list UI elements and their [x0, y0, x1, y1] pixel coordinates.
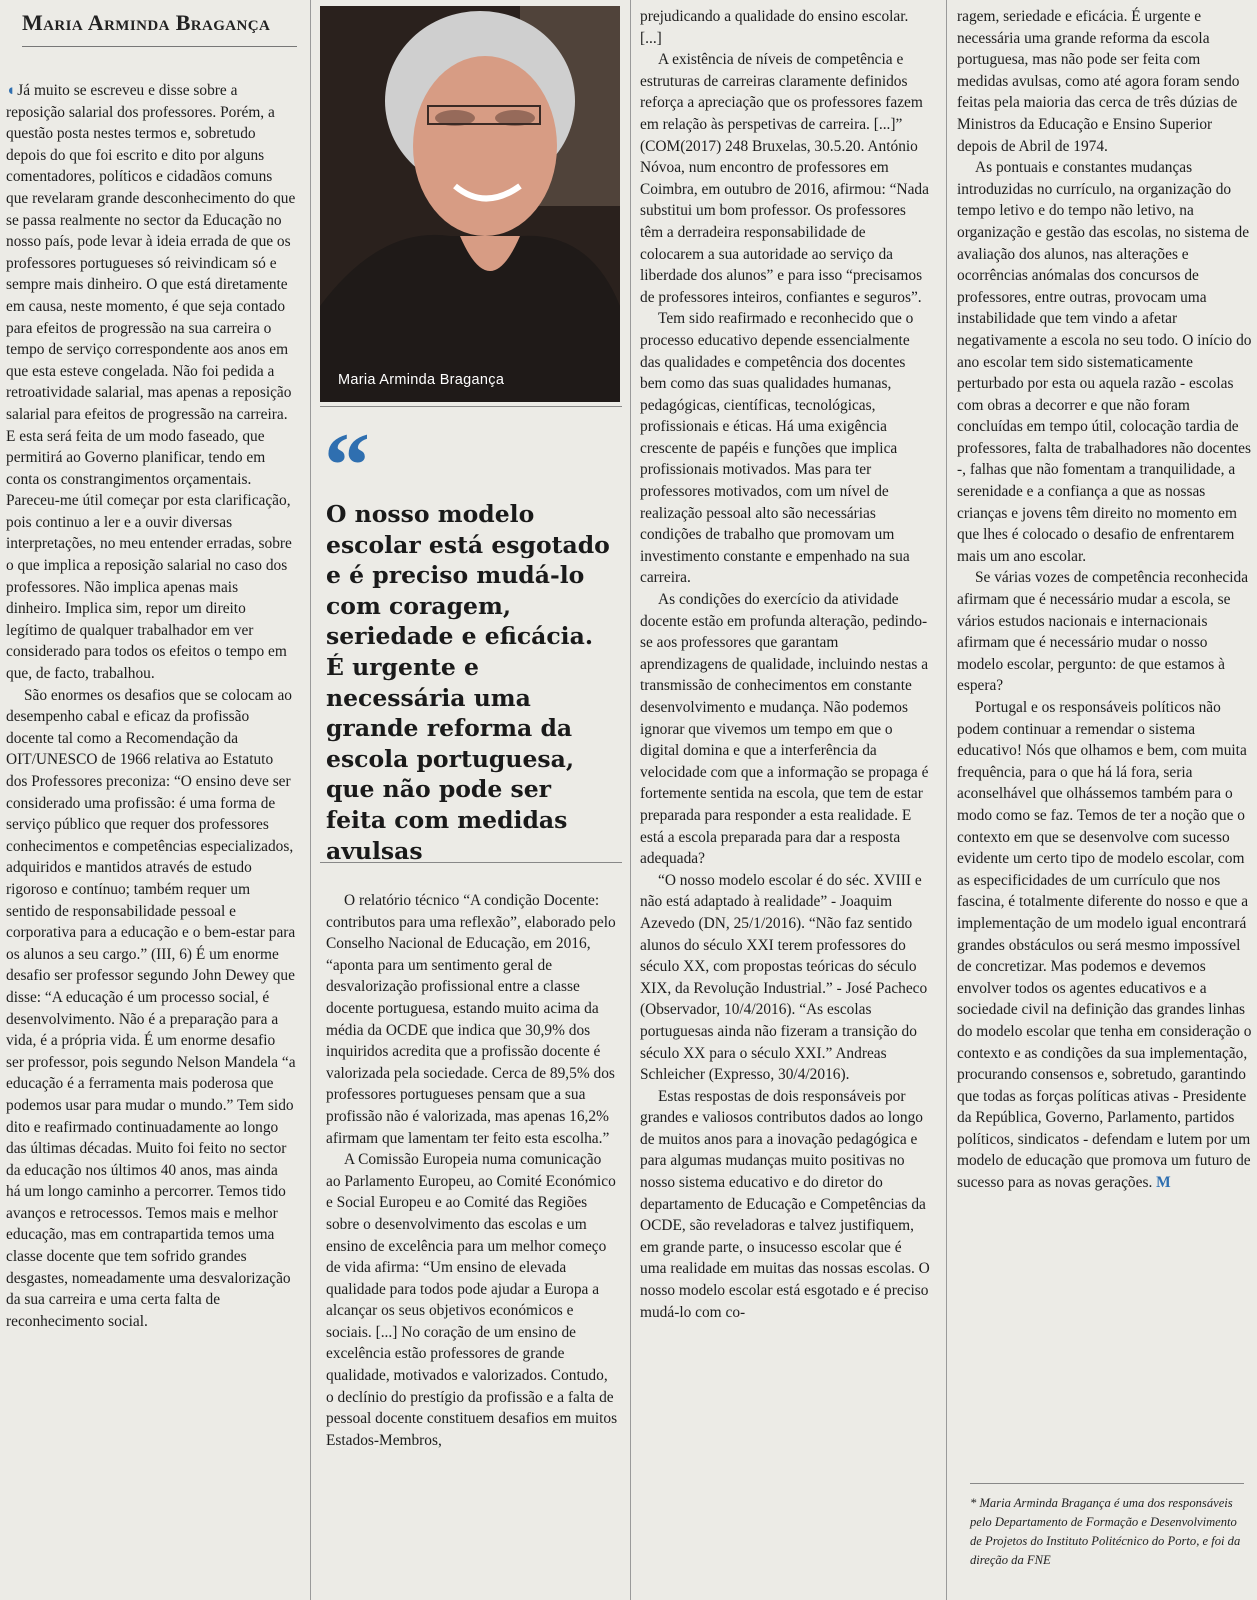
paragraph: As pontuais e constantes mudanças introduzidas no currículo, na organização do tempo letivo e do tempo não letivo, na organização e gestão das escolas, no sistema de avaliação dos alunos, nas alterações e ocorrências anómalas dos concursos de professores, entre outras, provocam uma instabilidade que tem vindo a afetar negativamente a escola no seu todo. O início do ano escolar tem sido sistematicamente perturbado por esta ou aquela razão - escolas com obras a decorrer e que não foram concluídas em tempo útil, colocação tardia de professores, falta de trabalhadores não docentes -, falhas que não fomentam a tranquilidade, a serenidade e a confiança a que as nossas crianças e jovens têm direito no momento em que lhes é colocado o desafio de enfrentarem mais um ano escolar. — [957, 159, 1252, 565]
byline: Maria Arminda Bragança — [22, 10, 297, 47]
lead-marker-icon: ◖ — [6, 82, 16, 99]
article-column-1 — [6, 80, 296, 1332]
author-footnote: * Maria Arminda Bragança é uma dos responsáveis pelo Departamento de Formação e Desenvolvimento de Projetos do Instituto Politécnico do Porto, e foi da direção da FNE — [970, 1483, 1244, 1570]
paragraph: Estas respostas de dois responsáveis por grandes e valiosos contributos dados ao longo de muitos anos para a inovação pedagógica e para algumas mudanças muito positivas no nosso sistema educativo e do diretor do departamento de Educação e Competências da OCDE, são reveladoras e talvez justifiquem, em grande parte, o insucesso escolar que é uma realidade em muitas das nossas escolas. O nosso modelo escolar está esgotado e é preciso mudá-lo com co- — [640, 1087, 930, 1321]
paragraph: Tem sido reafirmado e reconhecido que o processo educativo depende essencialmente das qualidades e competência dos docentes bem como das suas qualidades humanas, pedagógicas, científicas, tecnológicas, profissionais e éticas. Há uma exigência crescente de papéis e funções que implica profissionais motivados. Mas para ter professores motivados, com um nível de realização pessoal alto são necessárias condições de trabalho que promovam um investimento constante e empenhado na sua carreira. — [640, 310, 914, 587]
paragraph: ◖ Já muito se escreveu e disse sobre a reposição salarial dos professores. Porém, a questão posta nestes termos e, sobretudo depois do que foi escrito e dito por alguns comentadores, políticos e cidadãos comuns que revelaram grande desconhecimento do que se passa realmente no sector da Educação no nosso país, pode levar à ideia errada de que os professores portugueses só reivindicam só e sempre mais dinheiro. O que está diretamente em causa, neste momento, é que seja contado para efeitos de progressão na sua carreira o tempo de serviço correspondente aos anos em que esta esteve congelada. Não foi pedida a retroatividade salarial, mas apenas a reposição salarial para efeitos de progressão na carreira. E esta será feita de um modo faseado, que permitirá ao Governo planificar, tendo em conta os constrangimentos orçamentais. Pareceu-me útil começar por esta clarificação, pois continuo a ler e a ouvir diversas interpretações, no meu entender erradas, sobre o que implica a reposição salarial no caso dos professores. Não implica apenas mais dinheiro. Implica sim, repor um direito legítimo de qualquer trabalhador em ver considerado para todos os efeitos o tempo em que, de facto, trabalhou. — [6, 82, 296, 683]
paragraph: Se várias vozes de competência reconhecida afirmam que é necessário mudar a escola, se vários estudos nacionais e internacionais afirmam que é necessário mudar o nosso modelo escolar, pergunto: de que estamos à espera? — [957, 569, 1249, 695]
end-mark-icon: M — [1156, 1174, 1171, 1192]
author-photo — [320, 6, 620, 402]
paragraph: A Comissão Europeia numa comunicação ao Parlamento Europeu, ao Comité Económico e Social Europeu e ao Comité das Regiões sobre o desenvolvimento das escolas e um ensino de excelência para um melhor começo de vida afirma: “Um ensino de elevada qualidade para todos pode ajudar a Europa a alcançar os seus objetivos económicos e sociais. [...] No coração de um ensino de excelência estão professores de grande qualidade, motivados e valorizados. Contudo, o declínio do prestígio da profissão e a falta de pessoal docente constituem desafios em muitos Estados-Membros, — [326, 1151, 618, 1449]
article-column-2 — [326, 890, 618, 1451]
paragraph: Portugal e os responsáveis políticos não podem continuar a remendar o sistema educativo! Nós que olhamos e bem, com muita frequência, para o que há lá fora, seria aconselhável que olhássemos também para o modo como se faz. Temos de ter a noção que o contexto em que se desenvolve com sucesso evidente um certo tipo de modelo escolar, com as especificidades de um currículo que nos fascina, é totalmente diferente do nosso e que a implementação de um modelo igual encontrará grandes obstáculos ou será mesmo impossível de concretizar. Mas podemos e devemos envolver todos os agentes educativos e a sociedade civil na definição das grandes linhas do modelo escolar que tenha em consideração o contexto e as condições da sua implementação, procurando consensos e, sobretudo, garantindo que todas as forças políticas ativas - Presidente da República, Governo, Parlamento, partidos políticos, sindicatos - defendam e lutem por um modelo de educação que promova um futuro de sucesso para as novas gerações. M — [957, 699, 1252, 1192]
paragraph: A existência de níveis de competência e estruturas de carreiras claramente definidos reforça a apreciação que os professores fazem em relação às perspetivas de carreira. [...]” (COM(2017) 248 Bruxelas, 30.5.20. António Nóvoa, num encontro de professores em Coimbra, em outubro de 2016, afirmou: “Nada substitui um bom professor. Os professores têm a derradeira responsabilidade de colocarem a sua autoridade ao serviço da liberdade dos alunos” e para isso “precisamos de professores inteiros, confiantes e seguros”. — [640, 51, 929, 306]
paragraph: O relatório técnico “A condição Docente: contributos para uma reflexão”, elaborado pelo Conselho Nacional de Educação, em 2016, “aponta para um sentimento geral de desvalorização profissional entre a classe docente portuguesa, estando muito acima da média da OCDE que indica que 30,9% dos inquiridos acredita que a profissão docente é valorizada pela sociedade. Cerca de 89,5% dos professores portugueses pensam que a sua profissão não é valorizada, mas apenas 16,2% afirmam que lamentam ter feito esta escolha.” — [326, 892, 616, 1147]
column-rule — [310, 0, 311, 1600]
photo-caption: Maria Arminda Bragança — [338, 372, 505, 388]
paragraph: São enormes os desafios que se colocam ao desempenho cabal e eficaz da profissão docente tal como a Recomendação da OIT/UNESCO de 1966 relativa ao Estatuto dos Professores preconiza: “O ensino deve ser considerado uma profissão: é uma forma de serviço público que requer dos professores conhecimentos e competências especializados, adquiridos e mantidos através de estudo rigoroso e contínuo; também requer um sentido de responsabilidade pessoal e corporativa para a educação e o bem-estar para os alunos a seu cargo.” (III, 6) É um enorme desafio ser professor segundo John Dewey que disse: “A educação é um processo social, é desenvolvimento. Não é a preparação para a vida, é a própria vida. É um enorme desafio ser professor, pois segundo Nelson Mandela “a educação é a ferramenta mais poderosa que podemos usar para mudar o mundo.” Tem sido dito e reafirmado continuadamente ao longo das últimas décadas. Muito foi feito no sector da educação nos últimos 40 anos, mas ainda há um longo caminho a percorrer. Temos tido avanços e retrocessos. Temos mais e melhor educação, mas em contrapartida temos uma classe docente que tem sofrido grandes desgastes, nomeadamente uma desvalorização da sua carreira e uma certa falta de reconhecimento social. — [6, 686, 296, 1330]
article-column-3 — [640, 6, 930, 1323]
portrait-illustration — [320, 6, 620, 402]
paragraph: prejudicando a qualidade do ensino escolar. [...] — [640, 8, 909, 47]
pull-quote-text: O nosso modelo escolar está esgotado e é preciso mudá-lo com coragem, seriedade e eficácia. É urgente e necessária uma grande reforma da escola portuguesa, que não pode ser feita com medidas avulsas — [326, 500, 610, 865]
quote-mark-icon: “ — [324, 414, 370, 516]
pull-quote — [320, 406, 622, 863]
column-rule — [946, 0, 947, 1600]
paragraph: ragem, seriedade e eficácia. É urgente e necessária uma grande reforma da escola portuguesa, mas não pode ser feita com medidas avulsas, como até agora foram sendo feitas pela maioria das cerca de três dúzias de Ministros da Educação e Ensino Superior depois de Abril de 1974. — [957, 8, 1240, 155]
paragraph: As condições do exercício da atividade docente estão em profunda alteração, pedindo-se aos professores que garantam aprendizagens de qualidade, incluindo nestas a transmissão de conhecimentos em constante desenvolvimento e mudança. Não podemos ignorar que vivemos um tempo em que o digital domina e que a interferência da velocidade com que a informação se propaga é fortemente sentida na escola, que tem de estar preparada para responder a esta realidade. E está a escola preparada para dar a resposta adequada? — [640, 591, 929, 868]
article-column-4 — [957, 6, 1253, 1194]
column-rule — [630, 0, 631, 1600]
paragraph: “O nosso modelo escolar é do séc. XVIII e não está adaptado à realidade” - Joaquim Azevedo (DN, 25/1/2016). “Não faz sentido alunos do século XXI terem professores do século XX, com propostas teóricas do século XIX, da Revolução Industrial.” - José Pacheco (Observador, 10/4/2016). “As escolas portuguesas ainda não fizeram a transição do século XX para o século XXI.” Andreas Schleicher (Expresso, 30/4/2016). — [640, 871, 928, 1084]
